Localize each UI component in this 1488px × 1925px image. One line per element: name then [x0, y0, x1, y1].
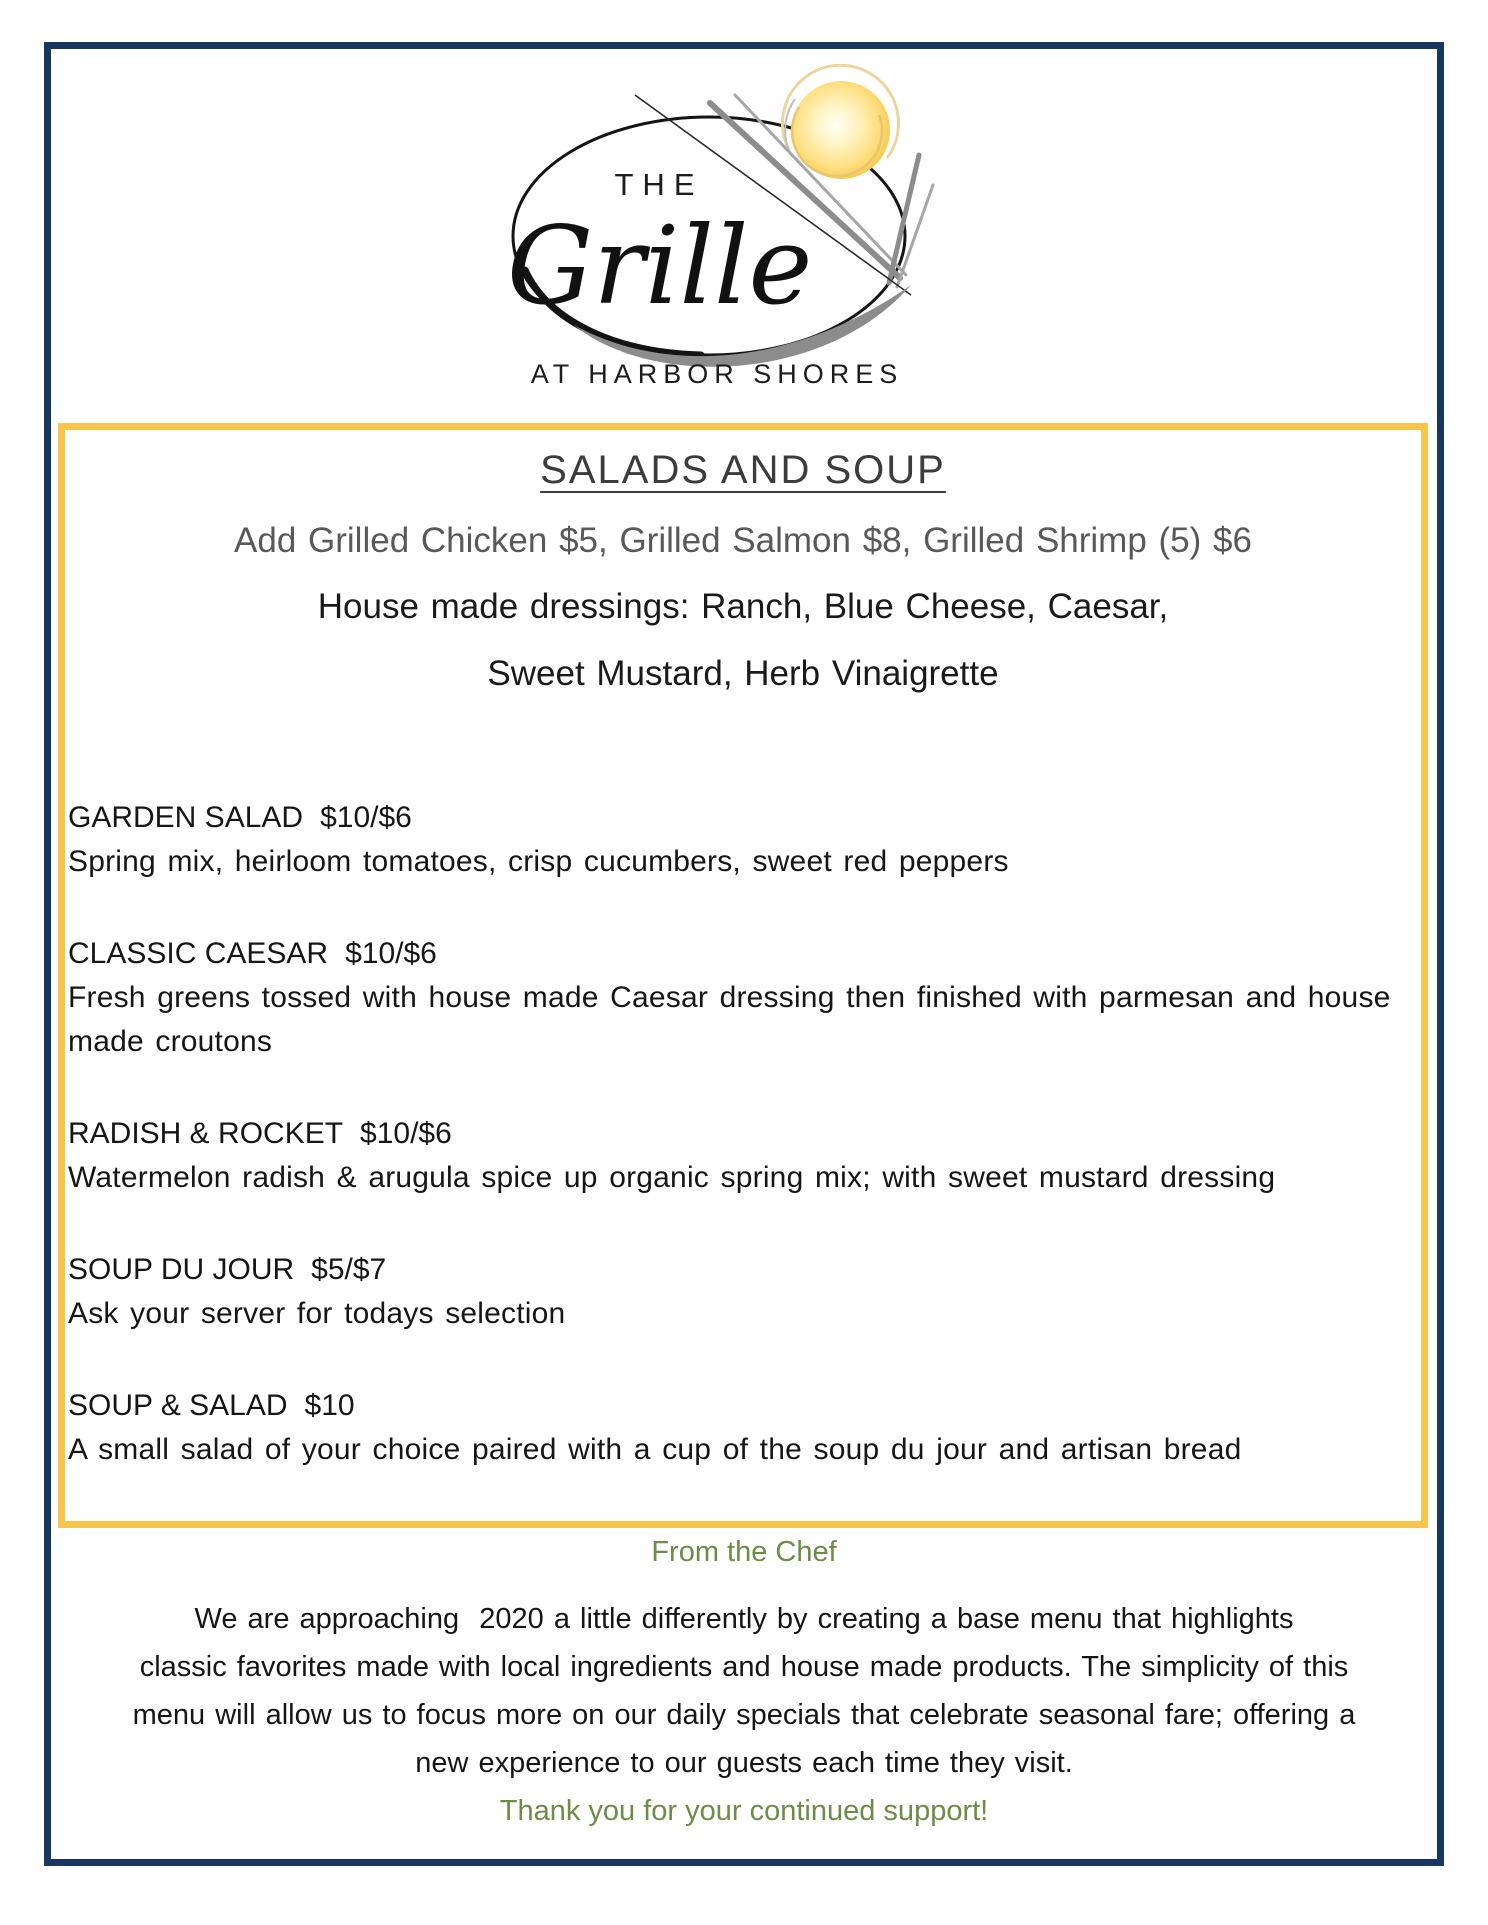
- item-title: [68, 1112, 1407, 1156]
- menu-item-garden-salad: [68, 796, 1407, 884]
- logo: [459, 55, 969, 405]
- chef-note-line: classic favorites made with local ingredients and house made products. The simplicity of this: [139, 1651, 1349, 1683]
- item-title: [68, 1384, 1407, 1428]
- item-name: SOUP DU JOUR: [68, 1253, 295, 1286]
- item-title: [68, 932, 1407, 976]
- item-name: SOUP & SALAD: [68, 1389, 288, 1422]
- menu-box: [58, 423, 1428, 1528]
- logo-the-text: THE: [614, 167, 704, 202]
- item-description: Spring mix, heirloom tomatoes, crisp cucumbers, sweet red peppers: [68, 845, 1009, 878]
- item-title: [68, 1248, 1407, 1292]
- page-border: [44, 42, 1444, 1866]
- item-description: Fresh greens tossed with house made Caesar dressing then finished with parmesan and house made croutons: [68, 981, 1403, 1058]
- item-name: RADISH & ROCKET: [68, 1117, 344, 1150]
- menu-item-radish-rocket: [68, 1112, 1407, 1200]
- item-price: $10/$6: [345, 937, 437, 970]
- chef-note-line: menu will allow us to focus more on our daily specials that celebrate seasonal fare; offering a: [132, 1699, 1356, 1731]
- item-title: [68, 796, 1407, 840]
- chef-note-line: new experience to our guests each time they visit.: [415, 1747, 1073, 1779]
- logo-tagline-text: AT HARBOR SHORES: [530, 359, 904, 389]
- logo-graphic: [459, 55, 969, 405]
- logo-name-text: Grille: [507, 204, 813, 329]
- item-name: GARDEN SALAD: [68, 801, 304, 834]
- addons-line: Add Grilled Chicken $5, Grilled Salmon $8, Grilled Shrimp (5) $6: [234, 521, 1252, 560]
- chef-note-heading: From the Chef: [651, 1536, 837, 1568]
- menu-items: [68, 796, 1407, 1472]
- item-price: $5/$7: [311, 1253, 387, 1286]
- menu-item-soup-du-jour: [68, 1248, 1407, 1336]
- chef-note-line: We are approaching 2020 a little differently by creating a base menu that highlights: [194, 1603, 1294, 1635]
- menu-item-classic-caesar: [68, 932, 1407, 1064]
- item-description: Watermelon radish & arugula spice up organic spring mix; with sweet mustard dressing: [68, 1161, 1276, 1194]
- item-price: $10/$6: [360, 1117, 452, 1150]
- dressings-line-2: Sweet Mustard, Herb Vinaigrette: [487, 654, 999, 693]
- item-price: $10: [304, 1389, 355, 1422]
- chef-thanks-line: Thank you for your continued support!: [499, 1795, 989, 1827]
- menu-item-soup-salad: [68, 1384, 1407, 1472]
- item-description: Ask your server for todays selection: [68, 1297, 566, 1330]
- item-description: A small salad of your choice paired with a cup of the soup du jour and artisan bread: [68, 1433, 1242, 1466]
- menu-section-title: SALADS AND SOUP: [540, 448, 946, 492]
- chef-note: [51, 1535, 1437, 1835]
- dressings-line-1: House made dressings: Ranch, Blue Cheese, Caesar,: [317, 587, 1169, 626]
- item-price: $10/$6: [320, 801, 412, 834]
- item-name: CLASSIC CAESAR: [68, 937, 329, 970]
